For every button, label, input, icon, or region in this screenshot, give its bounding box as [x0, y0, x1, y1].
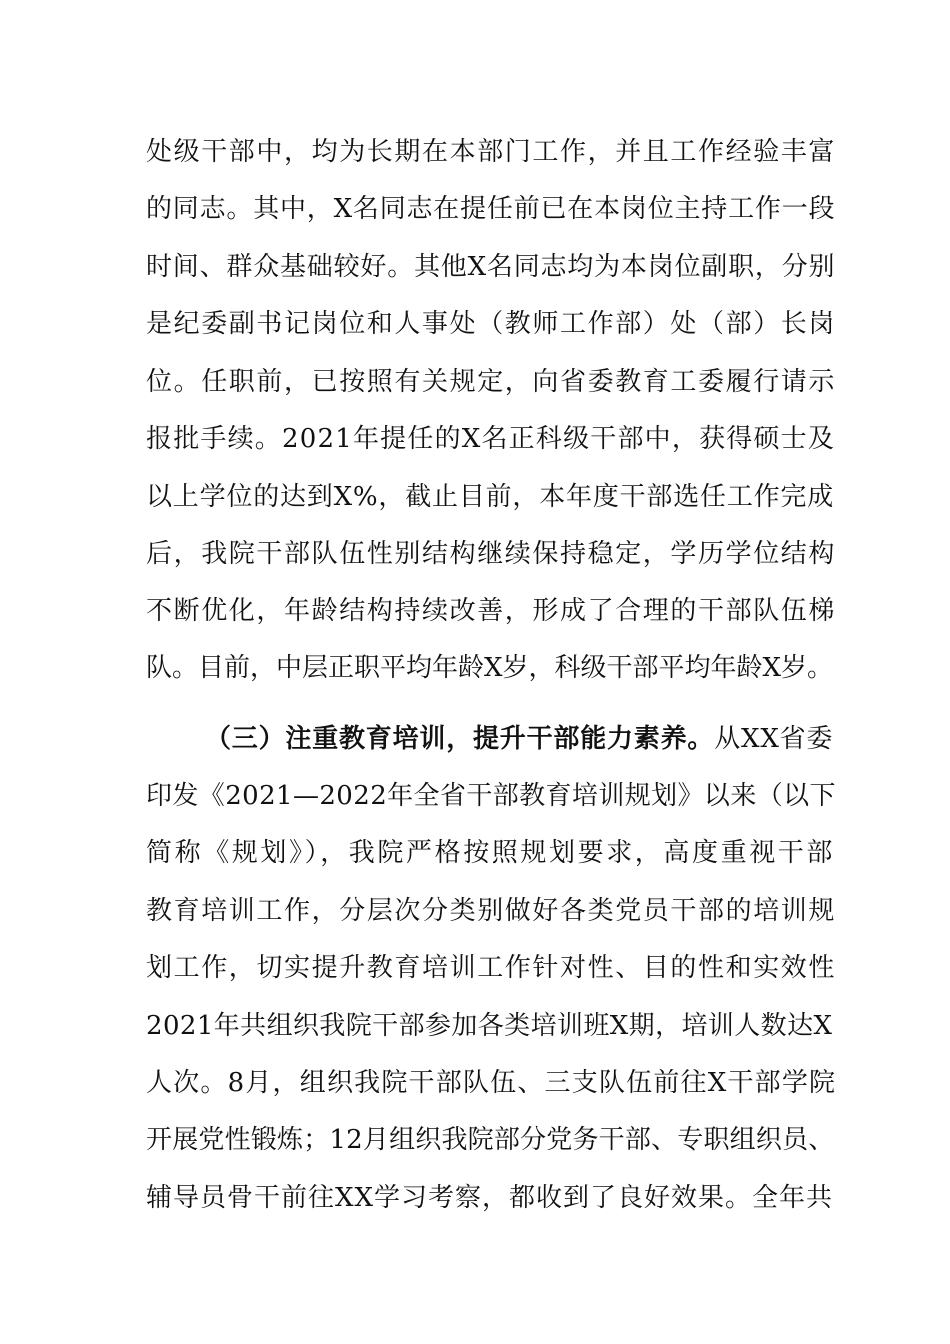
section-heading: （三）注重教育培训，提升干部能力素养。: [205, 724, 715, 754]
paragraph-line: 位。任职前，已按照有关规定，向省委教育工委履行请示: [146, 367, 837, 397]
paragraph-line: 报批手续。2021年提任的X名正科级干部中，获得硕士及: [146, 424, 836, 454]
paragraph-line: 印发《2021—2022年全省干部教育培训规划》以来（以下: [146, 781, 836, 811]
paragraph-line: 人次。8月，组织我院干部队伍、三支队伍前往X干部学院: [146, 1068, 837, 1098]
paragraph-line: 后，我院干部队伍性别结构继续保持稳定，学历学位结构: [146, 539, 837, 569]
paragraph-line: 划工作，切实提升教育培训工作针对性、目的性和实效性: [146, 953, 837, 983]
paragraph-line: 以上学位的达到X%，截止目前，本年度干部选任工作完成: [146, 482, 835, 512]
paragraph-line: 开展党性锻炼；12月组织我院部分党务干部、专职组织员、: [146, 1125, 835, 1155]
section-heading-line: [205, 721, 836, 757]
paragraph-line: 教育培训工作，分层次分类别做好各类党员干部的培训规: [146, 896, 837, 926]
paragraph-line: 不断优化，年龄结构持续改善，形成了合理的干部队伍梯: [146, 596, 837, 626]
paragraph-line: 是纪委副书记岗位和人事处（教师工作部）处（部）长岗: [146, 309, 837, 339]
paragraph-line: 处级干部中，均为长期在本部门工作，并且工作经验丰富: [146, 137, 837, 167]
paragraph-text: 从XX省委: [714, 724, 834, 754]
paragraph-line: 辅导员骨干前往XX学习考察，都收到了良好效果。全年共: [146, 1183, 834, 1213]
paragraph-line: 2021年共组织我院干部参加各类培训班X期，培训人数达X: [146, 1011, 833, 1041]
paragraph-line: 时间、群众基础较好。其他X名同志均为本岗位副职，分别: [146, 252, 836, 282]
paragraph-line: 的同志。其中，X名同志在提任前已在本岗位主持工作一段: [146, 194, 836, 224]
paragraph-line: 队。目前，中层正职平均年龄X岁，科级干部平均年龄X岁。: [146, 653, 834, 683]
paragraph-line: 简称《规划》），我院严格按照规划要求，高度重视干部: [146, 838, 836, 868]
